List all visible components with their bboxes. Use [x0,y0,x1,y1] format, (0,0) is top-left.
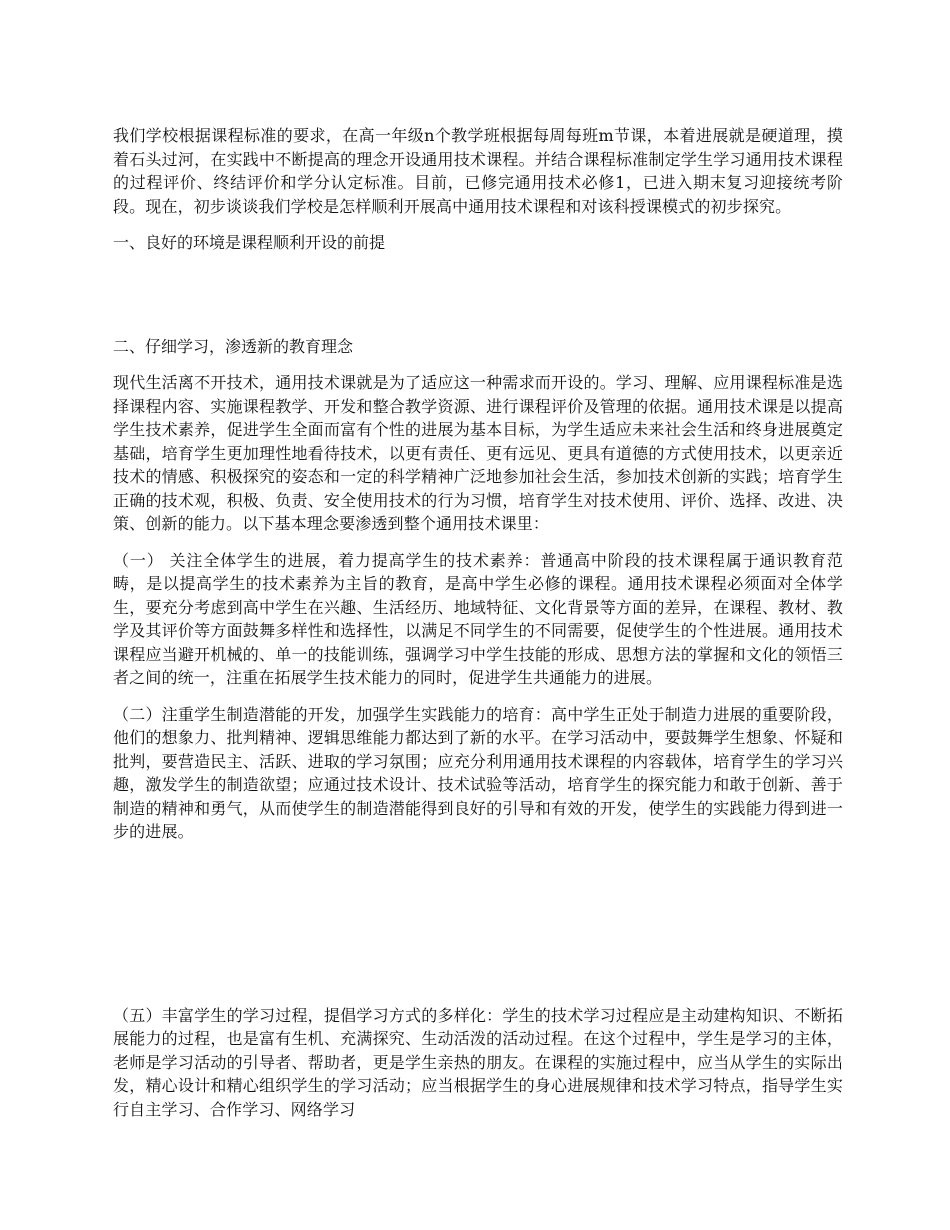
body-paragraph: （二）注重学生制造潜能的开发，加强学生实践能力的培育：高中学生正处于制造力进展的重要阶段，他们的想象力、批判精神、逻辑思维能力都达到了新的水平。在学习活动中，要鼓舞学生想象、怀疑和批判，要营造民主、活跃、进取的学习氛围；应充分利用通用技术课程的内容载体，培育学生的学习兴趣，激发学生的制造欲望；应通过技术设计、技术试验等活动，培育学生的探究能力和敢于创新、善于制造的精神和勇气，从而使学生的制造潜能得到良好的引导和有效的开发，使学生的实践能力得到进一步的进展。 [113,704,843,841]
section-heading-2: 二、仔细学习，渗透新的教育理念 [113,336,354,356]
body-paragraph: （五）丰富学生的学习过程，提倡学习方式的多样化：学生的技术学习过程应是主动建构知识、不断拓展能力的过程，也是富有生机、充满探究、生动活泼的活动过程。在这个过程中，学生是学习的主体，老师是学习活动的引导者、帮助者，更是学生亲热的朋友。在课程的实施过程中，应当从学生的实际出发，精心设计和精心组织学生的学习活动；应当根据学生的身心进展规律和技术学习特点，指导学生实行自主学习、合作学习、网络学习 [113,1005,843,1119]
body-paragraph: 现代生活离不开技术，通用技术课就是为了适应这一种需求而开设的。学习、理解、应用课程标准是选择课程内容、实施课程教学、开发和整合教学资源、进行课程评价及管理的依据。通用技术课是以提高学生技术素养，促进学生全面而富有个性的进展为基本目标，为学生适应未来社会生活和终身进展奠定基础，培育学生更加理性地看待技术，以更有责任、更有远见、更具有道德的方式使用技术，以更亲近技术的情感、积极探究的姿态和一定的科学精神广泛地参加社会生活，参加技术创新的实践；培育学生正确的技术观，积极、负责、安全使用技术的行为习惯，培育学生对技术使用、评价、选择、改进、决策、创新的能力。以下基本理念要渗透到整个通用技术课里： [113,373,843,533]
body-paragraph: （一） 关注全体学生的进展，着力提高学生的技术素养：普通高中阶段的技术课程属于通识教育范畴，是以提高学生的技术素养为主旨的教育，是高中学生必修的课程。通用技术课程必须面对全体学生，要充分考虑到高中学生在兴趣、生活经历、地域特征、文化背景等方面的差异，在课程、教材、教学及其评价等方面鼓舞多样性和选择性，以满足不同学生的不同需要，促使学生的个性进展。通用技术课程应当避开机械的、单一的技能训练，强调学习中学生技能的形成、思想方法的掌握和文化的领悟三者之间的统一，注重在拓展学生技术能力的同时，促进学生共通能力的进展。 [113,550,843,687]
document-page [113,124,843,1121]
section-heading-1: 一、良好的环境是课程顺利开设的前提 [113,233,386,252]
intro-paragraph: 我们学校根据课程标准的要求，在高一年级n个教学班根据每周每班m节课，本着进展就是硬道理，摸着石头过河，在实践中不断提高的理念开设通用技术课程。并结合课程标准制定学生学习通用技术课程的过程评价、终结评价和学分认定标准。目前，已修完通用技术必修1，已进入期末复习迎接统考阶段。现在，初步谈谈我们学校是怎样顺利开展高中通用技术课程和对该科授课模式的初步探究。 [113,126,843,216]
